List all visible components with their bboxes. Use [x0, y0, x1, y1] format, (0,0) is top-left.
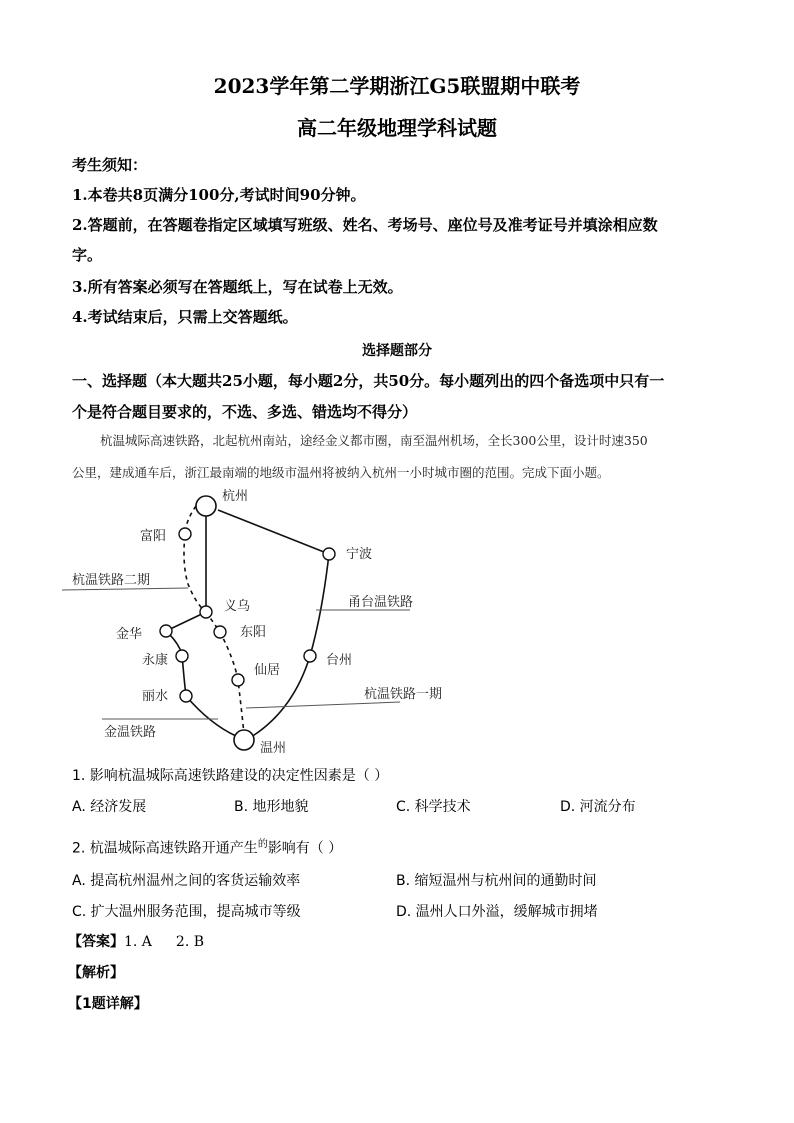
page-subtitle: 高二年级地理学科试题	[297, 116, 497, 140]
answer-q2: 2. B	[175, 934, 205, 950]
label-jinhua: 金华	[116, 627, 143, 642]
answer-row	[68, 931, 204, 951]
question-2-option-a[interactable]: A. 提高杭州温州之间的客货运输效率	[72, 873, 301, 889]
question-1-option-c[interactable]: C. 科学技术	[396, 799, 471, 815]
label-yongkang: 永康	[142, 653, 169, 668]
hangzhou-ningbo-line	[218, 510, 329, 554]
label-taizhou: 台州	[326, 653, 353, 668]
yongtaiwen-line	[246, 554, 329, 740]
notice-item-2-cont: 字。	[72, 246, 103, 264]
label-yongtaiwen: 甬台温铁路	[348, 595, 414, 610]
leader-hangwen-phase1	[246, 702, 400, 708]
city-dongyang-marker	[214, 626, 226, 638]
page-title: 2023学年第二学期浙江G5联盟期中联考	[213, 74, 581, 98]
question-1-stem: 1. 影响杭温城际高速铁路建设的决定性因素是（ ）	[72, 768, 389, 784]
label-hangzhou: 杭州	[222, 489, 249, 504]
section-instruction-1: 一、选择题（本大题共25小题，每小题2分，共50分。每小题列出的四个备选项中只有一	[72, 372, 665, 390]
question-2-option-c[interactable]: C. 扩大温州服务范围，提高城市等级	[72, 904, 301, 920]
railway-map	[60, 484, 480, 760]
question-2-stem	[72, 835, 342, 858]
notice-item-1: 1.本卷共8页满分100分,考试时间90分钟。	[72, 186, 366, 204]
question-2-stem-part-a: 2. 杭温城际高速铁路开通产生	[72, 840, 258, 857]
label-hangwen-phase2: 杭温铁路二期	[72, 573, 151, 588]
question-1-option-b[interactable]: B. 地形地貌	[234, 799, 309, 815]
section-title: 选择题部分	[362, 343, 432, 359]
city-hangzhou-marker	[196, 496, 216, 516]
notice-item-2: 2.答题前，在答题卷指定区域填写班级、姓名、考场号、座位号及准考证号并填涂相应数	[72, 216, 658, 234]
label-jinwen: 金温铁路	[104, 725, 157, 740]
answer-label: 【答案】	[68, 934, 124, 950]
label-hangwen-phase1: 杭温铁路一期	[364, 687, 443, 702]
question-2-stem-sup: 的	[257, 839, 268, 850]
label-ningbo: 宁波	[346, 547, 373, 562]
city-yongkang-marker	[176, 650, 188, 662]
hangwen-phase2-line	[184, 506, 206, 612]
city-lishui-marker	[180, 690, 192, 702]
city-fuyang-marker	[179, 528, 191, 540]
question-2-option-b[interactable]: B. 缩短温州与杭州间的通勤时间	[396, 873, 597, 889]
notice-item-4: 4.考试结束后，只需上交答题纸。	[72, 308, 298, 326]
question-2-option-d[interactable]: D. 温州人口外溢，缓解城市拥堵	[396, 904, 598, 920]
question-1-option-d[interactable]: D. 河流分布	[560, 799, 636, 815]
jinwen-line	[166, 631, 236, 736]
analysis-detail-1: 【1题详解】	[68, 996, 148, 1012]
question-2-stem-part-b: 影响有（ ）	[267, 840, 343, 857]
label-yiwu: 义乌	[224, 599, 251, 614]
notice-item-3: 3.所有答案必须写在答题纸上，写在试卷上无效。	[72, 278, 403, 296]
label-wenzhou: 温州	[260, 741, 287, 756]
notice-heading: 考生须知：	[72, 156, 148, 174]
label-xianju: 仙居	[254, 663, 281, 678]
label-dongyang: 东阳	[240, 625, 267, 640]
question-1-option-a[interactable]: A. 经济发展	[72, 799, 147, 815]
label-fuyang: 富阳	[140, 529, 167, 544]
city-jinhua-marker	[160, 625, 172, 637]
analysis-label: 【解析】	[68, 965, 124, 981]
answer-q1: 1. A	[124, 934, 152, 950]
city-taizhou-marker	[304, 650, 316, 662]
passage-line-2: 公里，建成通车后，浙江最南端的地级市温州将被纳入杭州一小时城市圈的范围。完成下面小题。	[72, 465, 610, 480]
label-lishui: 丽水	[142, 689, 169, 704]
passage-line-1: 杭温城际高速铁路，北起杭州南站，途经金义都市圈，南至温州机场，全长300公里，设计时速350	[100, 433, 648, 448]
city-wenzhou-marker	[234, 730, 254, 750]
leader-hangwen-phase2	[62, 588, 188, 590]
section-instruction-2: 个是符合题目要求的，不选、多选、错选均不得分）	[72, 403, 418, 421]
city-ningbo-marker	[323, 548, 335, 560]
city-xianju-marker	[232, 674, 244, 686]
city-yiwu-marker	[200, 606, 212, 618]
